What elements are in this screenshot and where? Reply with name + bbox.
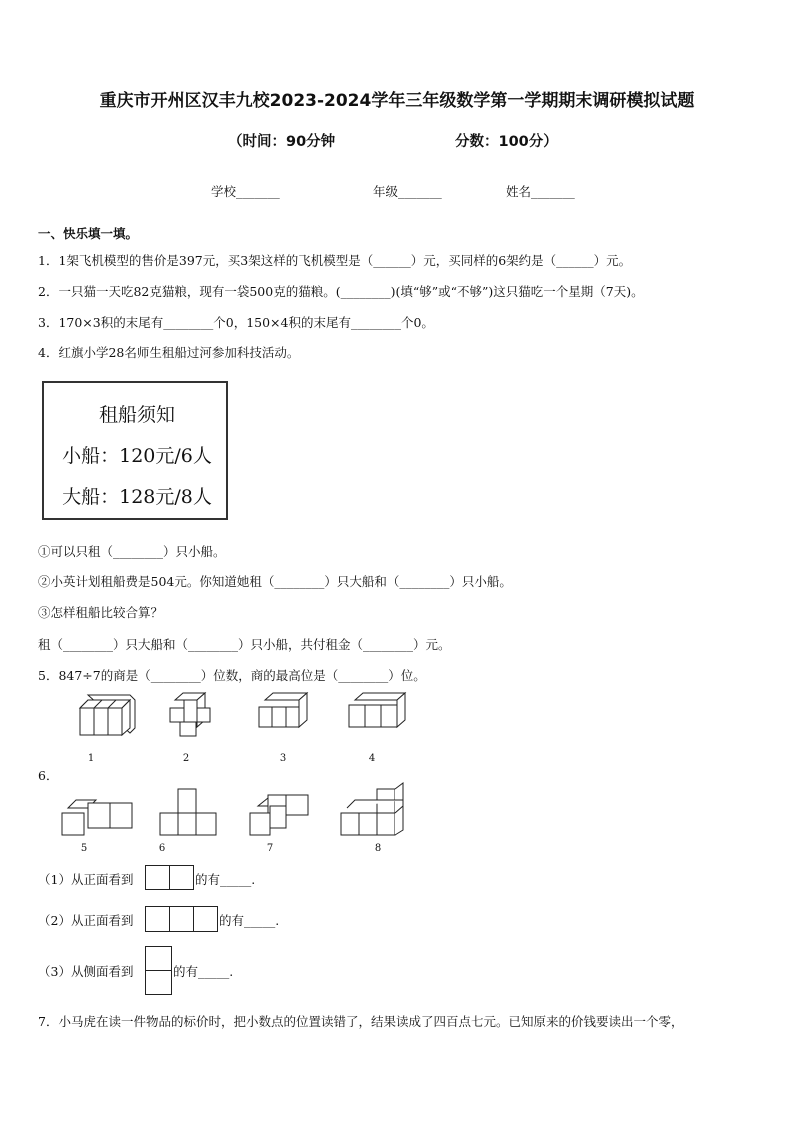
cube-figure-7 xyxy=(250,795,308,835)
question-6-part-1-suffix: 的有_____. xyxy=(195,872,256,887)
view-box xyxy=(169,865,194,890)
cube-figure-2 xyxy=(170,693,210,736)
question-7: 7．小马虎在读一件物品的标价时，把小数点的位置读错了，结果读成了四百点七元。已知原来的价钱要读出一个零， xyxy=(38,1014,684,1029)
page-title: 重庆市开州区汉丰九校2023-2024学年三年级数学第一学期期末调研模拟试题 xyxy=(99,91,695,111)
view-box xyxy=(145,906,170,932)
view-box xyxy=(145,946,172,971)
question-5: 5．847÷7的商是（________）位数，商的最高位是（________）位。 xyxy=(38,668,426,683)
exam-time: （时间：90分钟 xyxy=(228,134,336,150)
figure-label-6: 6 xyxy=(158,843,166,854)
question-6-part-3-suffix: 的有_____. xyxy=(173,964,234,979)
view-box xyxy=(169,906,194,932)
question-1: 1．1架飞机模型的售价是397元，买3架这样的飞机模型是（______）元，买同样的6架约是（______）元。 xyxy=(38,253,632,268)
figure-label-2: 2 xyxy=(182,753,190,764)
cube-figure-1 xyxy=(80,695,135,735)
question-3: 3．170×3积的末尾有________个0，150×4积的末尾有________个0。 xyxy=(38,315,434,330)
school-field: 学校_______ xyxy=(211,184,280,199)
cube-figure-8 xyxy=(341,783,403,835)
question-6-part-3-prefix: （3）从侧面看到 xyxy=(38,964,134,979)
notice-title: 租船须知 xyxy=(98,404,175,426)
question-6-part-1-prefix: （1）从正面看到 xyxy=(38,872,134,887)
notice-small-boat: 小船：120元/6人 xyxy=(62,445,212,467)
figure-label-4: 4 xyxy=(368,753,376,764)
question-6: 6． xyxy=(38,768,59,783)
cube-figure-3 xyxy=(259,693,307,727)
question-4-part-1: ①可以只租（________）只小船。 xyxy=(38,544,226,559)
cube-figure-5 xyxy=(62,800,132,835)
question-4-part-3: ③怎样租船比较合算？ xyxy=(38,605,164,620)
question-2: 2．一只猫一天吃82克猫粮，现有一袋500克的猫粮。(________)(填“够”或“不够”)这只猫吃一个星期（7天)。 xyxy=(38,284,644,299)
question-6-part-2-prefix: （2）从正面看到 xyxy=(38,913,134,928)
figure-label-8: 8 xyxy=(374,843,382,854)
cube-figure-4 xyxy=(349,693,405,727)
view-box xyxy=(145,865,170,890)
view-box xyxy=(145,970,172,995)
section-heading: 一、快乐填一填。 xyxy=(38,226,139,241)
question-4-part-4: 租（________）只大船和（________）只小船，共付租金（________）元。 xyxy=(38,637,451,652)
exam-score: 分数：100分） xyxy=(455,134,558,150)
grade-field: 年级_______ xyxy=(373,184,442,199)
figure-label-1: 1 xyxy=(87,753,95,764)
figure-label-5: 5 xyxy=(80,843,88,854)
notice-large-boat: 大船：128元/8人 xyxy=(62,486,212,508)
question-4: 4．红旗小学28名师生租船过河参加科技活动。 xyxy=(38,345,300,360)
cube-figure-6 xyxy=(160,789,216,835)
view-box xyxy=(193,906,218,932)
figure-label-7: 7 xyxy=(266,843,274,854)
name-field: 姓名_______ xyxy=(506,184,575,199)
question-4-part-2: ②小英计划租船费是504元。你知道她租（________）只大船和（________）只小船。 xyxy=(38,574,512,589)
question-6-part-2-suffix: 的有_____. xyxy=(219,913,280,928)
figure-label-3: 3 xyxy=(279,753,287,764)
